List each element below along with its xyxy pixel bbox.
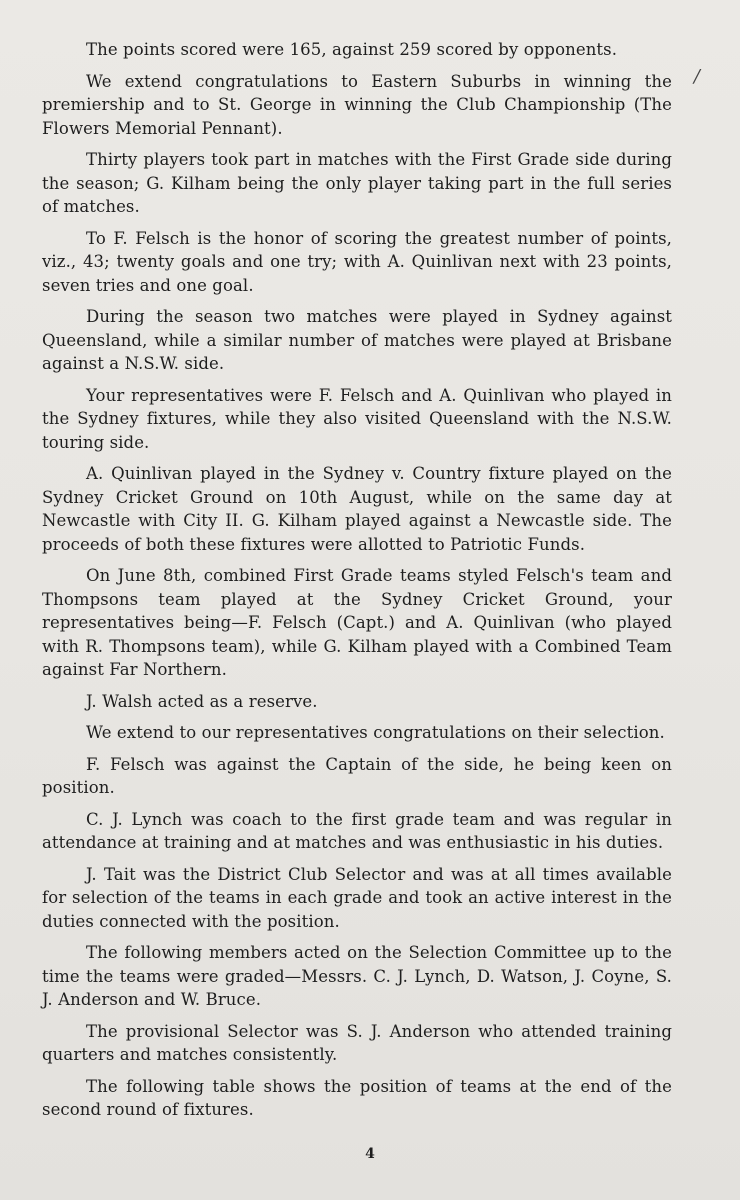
margin-pencil-mark: / [693,66,700,87]
paragraph-congratulations: We extend congratulations to Eastern Suburbs in winning the premiership and to St. George in winning the Club Championship (The Flowers Memorial Pennant). [42,71,672,138]
paragraph-selection-committee: The following members acted on the Selection Committee up to the time the teams were graded—Messrs. C. J. Lynch, D. Watson, J. Coyne, S. J. Anderson and W. Bruce. [42,943,672,1009]
paragraph-provisional-selector: The provisional Selector was S. J. Anderson who attended training quarters and matches consistently. [42,1021,672,1064]
paragraph-queensland-matches: During the season two matches were played in Sydney against Queensland, while a similar number of matches were played at Brisbane against a N.S.W. side. [42,307,672,373]
paragraph-lynch-coach: C. J. Lynch was coach to the first grade team and was regular in attendance at training and at matches and was enthusiastic in his duties. [42,809,672,852]
page-number: 4 [365,1146,375,1162]
paragraph-june-8th: On June 8th, combined First Grade teams styled Felsch's team and Thompsons team played at the Sydney Cricket Ground, your representatives being—F. Felsch (Capt.) and A. Quinlivan (who played with R. Thompsons team), while G. Kilham played with a Combined Team against Far Northern. [42,566,672,679]
paragraph-representatives: Your representatives were F. Felsch and A. Quinlivan who played in the Sydney fixtures, while they also visited Queensland with the N.S.W. touring side. [42,385,672,452]
paragraph-felsch-points: To F. Felsch is the honor of scoring the greatest number of points, viz., 43; twenty goals and one try; with A. Quinlivan next with 23 points, seven tries and one goal. [42,228,672,295]
paragraph-felsch-captain: F. Felsch was against the Captain of the side, he being keen on position. [42,754,672,797]
paragraph-walsh-reserve: J. Walsh acted as a reserve. [86,691,318,711]
paragraph-points: The points scored were 165, against 259 scored by opponents. [86,40,618,59]
paragraph-tait-selector: J. Tait was the District Club Selector and was at all times available for selection of the teams in each grade and took an active interest in the duties connected with the position. [42,864,672,931]
paragraph-extend-congrats: We extend to our representatives congratulations on their selection. [86,723,665,742]
paragraph-thirty-players: Thirty players took part in matches with the First Grade side during the season; G. Kilham being the only player taking part in the full series of matches. [42,150,672,216]
paragraph-quinlivan-country: A. Quinlivan played in the Sydney v. Country fixture played on the Sydney Cricket Ground on 10th August, while on the same day at Newcastle with City II. G. Kilham played against a Newcastle side. The proceeds of both these fixtures were allotted to Patriotic Funds. [42,464,672,554]
paragraph-table-intro: The following table shows the position of teams at the end of the second round of fixtures. [42,1076,672,1119]
body-text [42,38,672,1130]
